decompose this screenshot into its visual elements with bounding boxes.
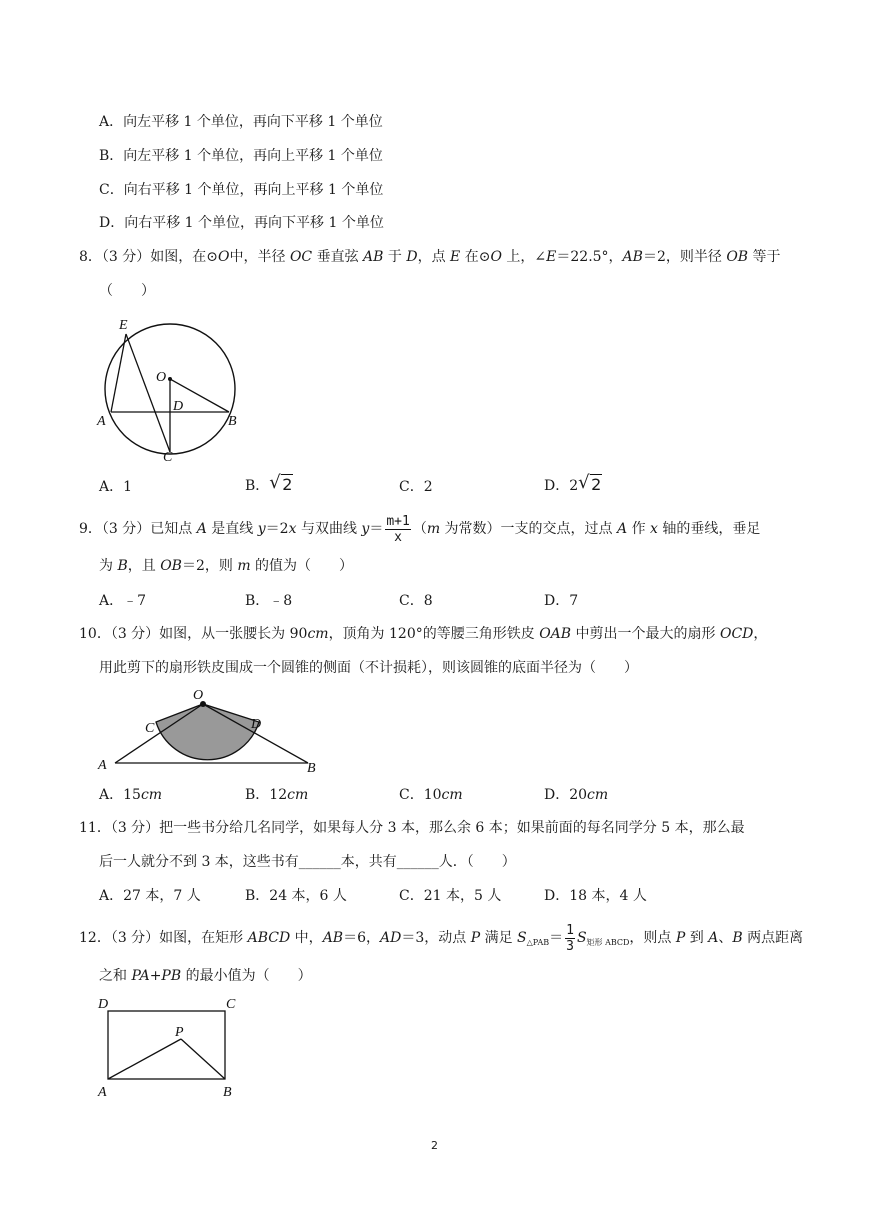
label-e: E [119,318,128,333]
q10-option-c: C．10cm [399,787,463,803]
q9-stem-line2: 为 B，且 OB＝2，则 m 的值为（ ） [99,558,354,574]
q10-option-a: A．15cm [99,787,163,803]
q10-option-b: B．12cm [245,787,309,803]
label-o: O [193,688,204,703]
q9-option-d: D．7 [544,593,579,609]
q8-option-d: D．2 √ 2 [544,472,602,494]
segment-ea [111,334,126,412]
q12-stem-line2: 之和 PA+PB 的最小值为（ ） [99,968,312,984]
label-c: C [226,997,236,1012]
q9-option-a: A．﹣7 [99,593,147,609]
q11-option-a: A．27 本，7 人 [99,888,201,904]
q10-stem-line2: 用此剪下的扇形铁皮围成一个圆锥的侧面（不计损耗），则该圆锥的底面半径为（ ） [99,660,638,676]
label-c: C [163,450,173,465]
q7-option-c: C．向右平移 1 个单位，再向上平移 1 个单位 [99,182,384,198]
q7-option-a: A．向左平移 1 个单位，再向下平移 1 个单位 [99,114,383,130]
q9-option-c: C．8 [399,593,433,609]
label-o: O [156,370,167,385]
q8-option-a: A．1 [99,479,133,495]
q8-option-c: C．2 [399,479,433,495]
q8-option-b: B． √ 2 [245,472,293,494]
q8-stem: 8．（3 分）如图，在⊙O中，半径 OC 垂直弦 AB 于 D，点 E 在⊙O 上，∠E＝22.5°，AB＝2，则半径 OB 等于 [79,249,781,265]
label-a: A [98,758,107,773]
q7-option-d: D．向右平移 1 个单位，再向下平移 1 个单位 [99,215,384,231]
q7-option-b: B．向左平移 1 个单位，再向上平移 1 个单位 [99,148,383,164]
center-point-o [168,377,172,381]
sector-ocd [156,704,262,760]
segment-pb [181,1039,225,1079]
label-d: D [251,717,262,732]
sqrt-symbol: √ 2 [578,472,602,494]
q9-option-b: B．﹣8 [245,593,293,609]
label-a: A [98,1085,107,1100]
fraction-one-third: $\frac{1}{3}$ [566,922,574,954]
label-b: B [307,761,316,776]
q11-stem-line2: 后一人就分不到 3 本，这些书有______本，共有______人．（ ） [99,854,516,870]
label-b: B [228,414,237,429]
label-d: D [98,997,109,1012]
label-a: A [97,414,106,429]
q8-circle-figure [95,312,245,467]
q12-stem: 12．（3 分）如图，在矩形 ABCD 中，AB＝6，AD＝3，动点 P 满足 $S_{\triangle PAB}=$ $\frac{1}{3}$ $S_{矩形 ABCD}$，则点 P 到 A、B 两点距离 [79,922,804,954]
q10-option-d: D．20cm [544,787,609,803]
q10-triangle-figure [95,686,330,778]
q9-stem: 9．（3 分）已知点 A 是直线 y＝2x 与双曲线 y＝ $\frac{m+1}{x}$ （m 为常数）一支的交点，过点 A 作 x 轴的垂线，垂足 [79,513,761,545]
label-b: B [223,1085,232,1100]
q12-rectangle-figure [95,995,245,1105]
fraction-m-plus-1-over-x: $\frac{m+1}{x}$ [386,513,410,545]
q11-option-d: D．18 本，4 人 [544,888,647,904]
segment-pa [108,1039,181,1079]
label-p: P [175,1025,184,1040]
q10-stem: 10．（3 分）如图，从一张腰长为 90cm，顶角为 120°的等腰三角形铁皮 OAB 中剪出一个最大的扇形 OCD， [79,626,768,642]
q11-stem: 11．（3 分）把一些书分给几名同学，如果每人分 3 本，那么余 6 本；如果前面的每名同学分 5 本，那么最 [79,820,745,836]
page-number: 2 [431,1139,438,1152]
q11-option-b: B．24 本，6 人 [245,888,347,904]
label-c: C [145,721,155,736]
q8-stem-line2: （ ） [99,283,155,299]
label-d: D [173,399,184,414]
segment-ec [126,334,170,452]
q11-option-c: C．21 本，5 人 [399,888,502,904]
sqrt-symbol: √ 2 [269,472,293,494]
